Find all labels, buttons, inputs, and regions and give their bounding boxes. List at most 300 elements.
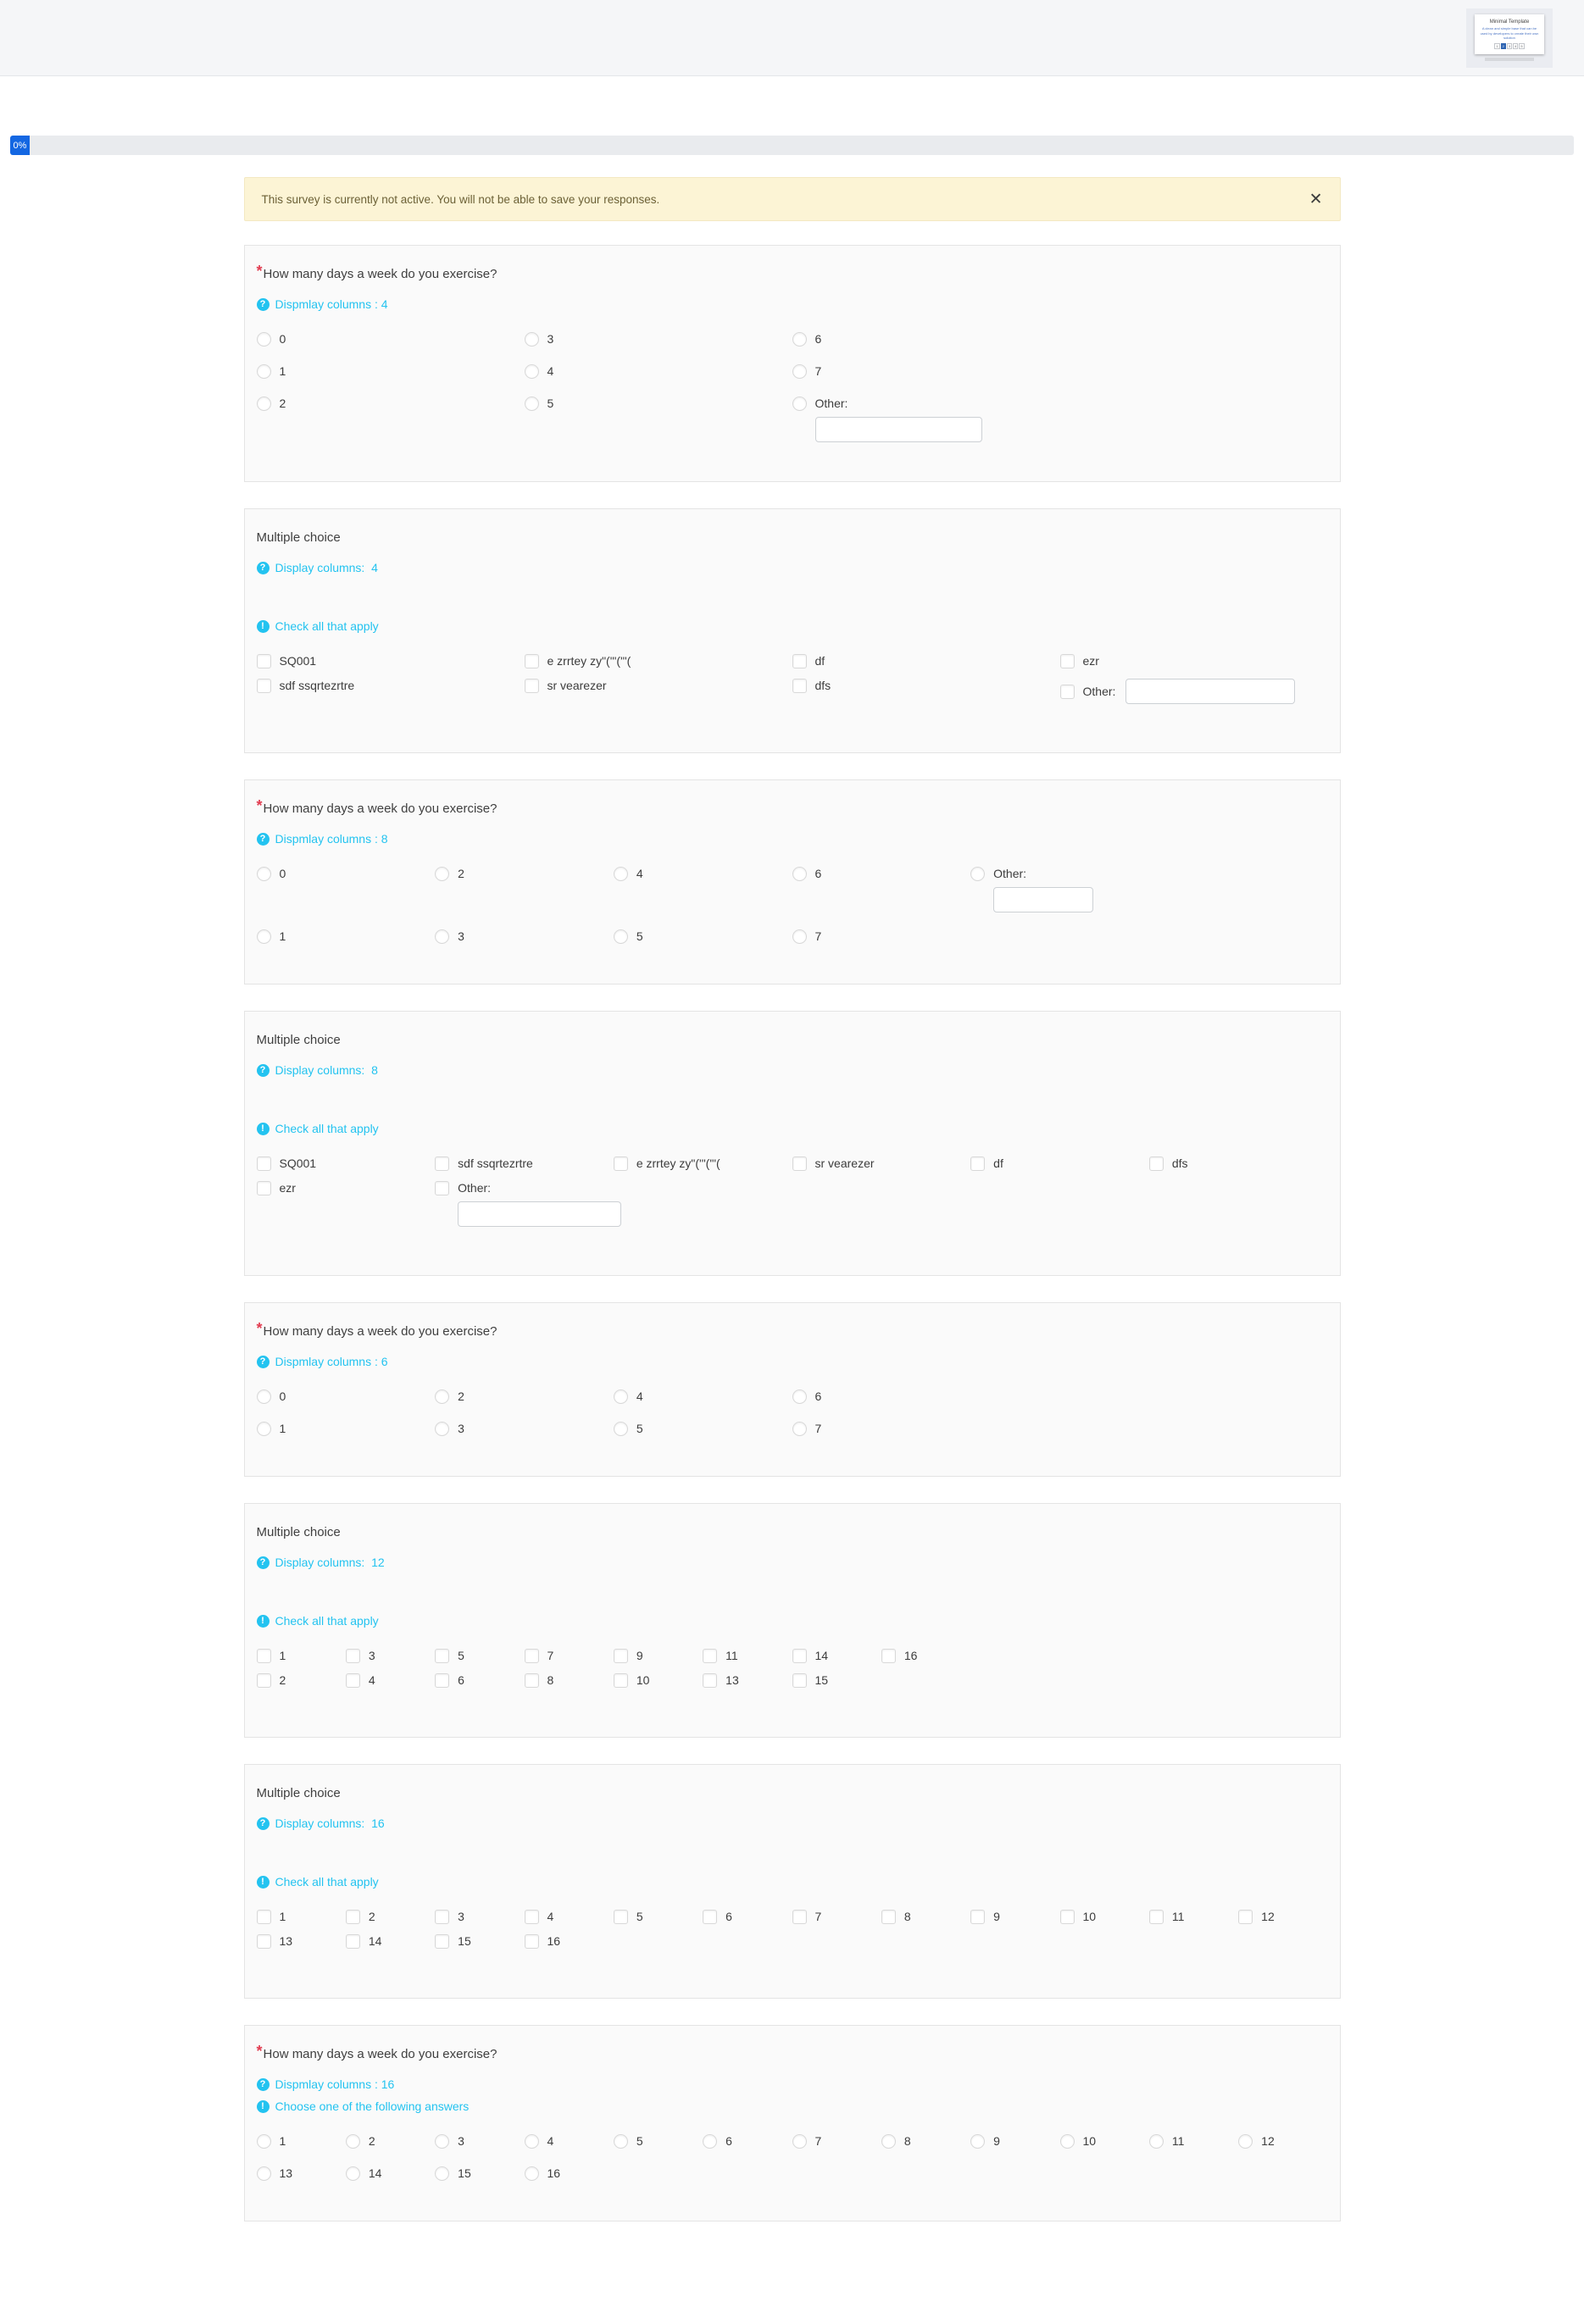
- checkbox-control[interactable]: [346, 1910, 360, 1924]
- checkbox-option[interactable]: [792, 1673, 881, 1689]
- checkbox-control[interactable]: [792, 679, 807, 693]
- radio-option[interactable]: [257, 2166, 346, 2182]
- checkbox-option[interactable]: [1238, 1910, 1327, 1925]
- checkbox-option[interactable]: [970, 1156, 1149, 1172]
- radio-option[interactable]: [970, 2134, 1059, 2149]
- radio-option[interactable]: [792, 929, 971, 945]
- option-label: 6: [725, 2134, 732, 2148]
- checkbox-option[interactable]: [257, 654, 525, 669]
- radio-option[interactable]: [1238, 2134, 1327, 2149]
- answers-row: [257, 2134, 1328, 2149]
- question-title: Multiple choice: [256, 1033, 341, 1047]
- checkbox-control[interactable]: [525, 1673, 539, 1688]
- radio-option[interactable]: [525, 364, 792, 380]
- radio-control[interactable]: [525, 332, 539, 347]
- option-label: 5: [636, 929, 643, 943]
- checkbox-control[interactable]: [525, 1934, 539, 1949]
- option-label: df: [993, 1156, 1003, 1170]
- checkbox-option[interactable]: [1149, 1910, 1238, 1925]
- other-text-input[interactable]: [458, 1201, 621, 1227]
- checkbox-control[interactable]: [525, 679, 539, 693]
- radio-option[interactable]: [346, 2166, 435, 2182]
- answer-body: [1261, 2134, 1275, 2149]
- checkbox-option[interactable]: [1060, 679, 1328, 704]
- answer-body: [1261, 1910, 1275, 1925]
- checkbox-option[interactable]: [1060, 1910, 1149, 1925]
- checkbox-control[interactable]: [970, 1910, 985, 1924]
- checkbox-control[interactable]: [792, 1910, 807, 1924]
- question-block: [244, 508, 1341, 753]
- required-marker: *: [256, 797, 263, 814]
- other-text-input[interactable]: [815, 417, 982, 442]
- tip-text: Display columns: 8: [275, 1063, 378, 1077]
- radio-option[interactable]: [792, 1422, 971, 1437]
- radio-control[interactable]: [257, 2134, 271, 2149]
- answer-body: [815, 654, 825, 669]
- radio-control[interactable]: [1149, 2134, 1164, 2149]
- radio-control[interactable]: [703, 2134, 717, 2149]
- radio-option[interactable]: [257, 364, 525, 380]
- checkbox-option[interactable]: [970, 1910, 1059, 1925]
- answer-body: [458, 1673, 464, 1689]
- checkbox-control[interactable]: [346, 1649, 360, 1663]
- question-tip: [257, 620, 1328, 633]
- answer-body: [369, 1934, 382, 1950]
- checkbox-control[interactable]: [257, 654, 271, 668]
- option-label: 4: [636, 1389, 643, 1403]
- radio-control[interactable]: [435, 2166, 449, 2181]
- option-label: 15: [458, 2166, 471, 2180]
- option-label: 14: [368, 2166, 382, 2180]
- option-label: 4: [368, 1673, 375, 1687]
- radio-control[interactable]: [525, 2134, 539, 2149]
- checkbox-control[interactable]: [1060, 654, 1075, 668]
- answer-body: [458, 2166, 471, 2182]
- checkbox-control[interactable]: [1149, 1156, 1164, 1171]
- radio-control[interactable]: [525, 364, 539, 379]
- option-label: 4: [636, 867, 643, 880]
- answer-body: [904, 1649, 918, 1664]
- checkbox-option[interactable]: [346, 1910, 435, 1925]
- radio-control[interactable]: [435, 1422, 449, 1436]
- option-label: 8: [903, 2134, 911, 2148]
- radio-option[interactable]: [257, 929, 436, 945]
- checkbox-option[interactable]: [257, 1181, 436, 1227]
- checkbox-control[interactable]: [614, 1910, 628, 1924]
- checkbox-option[interactable]: [435, 1649, 524, 1664]
- answer-body: [636, 1156, 720, 1172]
- checkbox-option[interactable]: [703, 1673, 792, 1689]
- radio-option[interactable]: [614, 1389, 792, 1405]
- question-block: [244, 779, 1341, 985]
- other-text-input[interactable]: [993, 887, 1093, 912]
- radio-option[interactable]: [614, 1422, 792, 1437]
- checkbox-option[interactable]: [881, 1910, 970, 1925]
- option-label: 9: [993, 1910, 1000, 1923]
- checkbox-option[interactable]: [614, 1156, 792, 1172]
- tip-text: Display columns: 4: [275, 561, 378, 574]
- radio-option[interactable]: [614, 867, 792, 912]
- checkbox-control[interactable]: [346, 1934, 360, 1949]
- question-tip: [257, 1876, 1328, 1889]
- radio-control[interactable]: [525, 397, 539, 411]
- tip-text: Check all that apply: [275, 1614, 379, 1628]
- answer-body: [280, 867, 286, 882]
- radio-option[interactable]: [525, 2134, 614, 2149]
- radio-option[interactable]: [792, 397, 1060, 442]
- answer-body: [815, 364, 822, 380]
- answer-body: [280, 1422, 286, 1437]
- radio-control[interactable]: [257, 1389, 271, 1404]
- radio-option[interactable]: [970, 867, 1149, 912]
- thumb-page: 2: [1502, 43, 1504, 48]
- option-label: 1: [279, 364, 286, 378]
- radio-control[interactable]: [435, 2134, 449, 2149]
- question-block: [244, 2025, 1341, 2221]
- answer-body: [458, 1910, 464, 1925]
- answer-body: [815, 679, 831, 694]
- radio-option[interactable]: [792, 1389, 971, 1405]
- tip-text: Dispmlay columns : 16: [275, 2077, 395, 2091]
- checkbox-control[interactable]: [257, 1181, 271, 1195]
- radio-control[interactable]: [792, 867, 807, 881]
- radio-option[interactable]: [346, 2134, 435, 2149]
- checkbox-option[interactable]: [792, 654, 1060, 669]
- option-label: 6: [725, 1910, 732, 1923]
- option-label: ezr: [1082, 654, 1099, 668]
- checkbox-option[interactable]: [257, 679, 525, 704]
- checkbox-control[interactable]: [525, 654, 539, 668]
- option-label: 4: [547, 364, 554, 378]
- question-tips: [257, 1556, 1328, 1628]
- radio-option[interactable]: [435, 929, 614, 945]
- radio-control[interactable]: [792, 364, 807, 379]
- radio-control[interactable]: [1060, 2134, 1075, 2149]
- option-label: Other:: [458, 1181, 492, 1195]
- tip-text: Dispmlay columns : 6: [275, 1355, 388, 1368]
- checkbox-option[interactable]: [703, 1910, 792, 1925]
- checkbox-option[interactable]: [346, 1934, 435, 1950]
- checkbox-option[interactable]: [614, 1649, 703, 1664]
- checkbox-control[interactable]: [257, 1156, 271, 1171]
- progress-track: [30, 136, 1574, 155]
- option-label: 16: [547, 2166, 561, 2180]
- answer-body: [280, 1649, 286, 1664]
- option-label: dfs: [814, 679, 831, 692]
- checkbox-option[interactable]: [614, 1910, 703, 1925]
- radio-control[interactable]: [792, 929, 807, 944]
- checkbox-option[interactable]: [257, 1649, 346, 1664]
- radio-control[interactable]: [257, 364, 271, 379]
- radio-option[interactable]: [881, 2134, 970, 2149]
- answer-body: [636, 929, 643, 945]
- radio-control[interactable]: [614, 929, 628, 944]
- checkbox-option[interactable]: [435, 1156, 614, 1172]
- checkbox-option[interactable]: [525, 679, 792, 704]
- checkbox-control[interactable]: [614, 1649, 628, 1663]
- radio-control[interactable]: [257, 1422, 271, 1436]
- answer-body: [993, 867, 1093, 912]
- checkbox-control[interactable]: [257, 679, 271, 693]
- radio-control[interactable]: [792, 332, 807, 347]
- checkbox-control[interactable]: [1149, 1910, 1164, 1924]
- radio-option[interactable]: [435, 867, 614, 912]
- checkbox-option[interactable]: [525, 1910, 614, 1925]
- answer-body: [815, 867, 822, 882]
- question-tips: [257, 1356, 1328, 1368]
- option-label: 9: [993, 2134, 1000, 2148]
- radio-control[interactable]: [970, 2134, 985, 2149]
- radio-control[interactable]: [614, 1389, 628, 1404]
- required-marker: *: [256, 1320, 263, 1337]
- answer-body: [815, 1673, 829, 1689]
- radio-option[interactable]: [435, 1422, 614, 1437]
- checkbox-option[interactable]: [792, 1649, 881, 1664]
- questions-list: [244, 245, 1341, 2221]
- checkbox-control[interactable]: [614, 1156, 628, 1171]
- radio-control[interactable]: [525, 2166, 539, 2181]
- answer-body: [280, 1389, 286, 1405]
- option-label: df: [814, 654, 825, 668]
- option-label: 1: [279, 1422, 286, 1435]
- checkbox-control[interactable]: [435, 1910, 449, 1924]
- question-title: How many days a week do you exercise?: [263, 2047, 497, 2061]
- radio-option[interactable]: [525, 397, 792, 442]
- option-label: 15: [814, 1673, 829, 1687]
- checkbox-control[interactable]: [257, 1673, 271, 1688]
- checkbox-control[interactable]: [435, 1181, 449, 1195]
- option-label: 6: [814, 1389, 822, 1403]
- radio-control[interactable]: [881, 2134, 896, 2149]
- checkbox-control[interactable]: [257, 1649, 271, 1663]
- radio-option[interactable]: [614, 929, 792, 945]
- exclamation-circle-icon: !: [257, 1123, 270, 1135]
- radio-option[interactable]: [435, 1389, 614, 1405]
- answer-body: [904, 1910, 911, 1925]
- option-label: 2: [279, 1673, 286, 1687]
- question-block: [244, 1011, 1341, 1276]
- question-title: Multiple choice: [256, 1525, 341, 1539]
- answer-body: [547, 1673, 554, 1689]
- close-icon: ✕: [1309, 190, 1323, 208]
- checkbox-option[interactable]: [257, 1156, 436, 1172]
- radio-control[interactable]: [257, 929, 271, 944]
- radio-control[interactable]: [792, 1389, 807, 1404]
- checkbox-option[interactable]: [881, 1649, 970, 1664]
- option-label: 6: [458, 1673, 464, 1687]
- radio-option[interactable]: [792, 2134, 881, 2149]
- checkbox-control[interactable]: [1060, 1910, 1075, 1924]
- answers: [257, 1389, 1328, 1437]
- checkbox-control[interactable]: [881, 1649, 896, 1663]
- question-tips: [257, 298, 1328, 311]
- checkbox-control[interactable]: [257, 1910, 271, 1924]
- question-header: [256, 2043, 1328, 2063]
- radio-control[interactable]: [614, 1422, 628, 1436]
- checkbox-control[interactable]: [525, 1649, 539, 1663]
- checkbox-option[interactable]: [257, 1673, 346, 1689]
- radio-control[interactable]: [1238, 2134, 1253, 2149]
- option-label: 3: [458, 1910, 464, 1923]
- checkbox-control[interactable]: [525, 1910, 539, 1924]
- checkbox-control[interactable]: [435, 1649, 449, 1663]
- answer-body: [547, 397, 554, 412]
- tip-text: Display columns: 16: [275, 1816, 385, 1830]
- radio-control[interactable]: [257, 397, 271, 411]
- alert-close-button[interactable]: [1309, 191, 1323, 208]
- radio-control[interactable]: [614, 2134, 628, 2149]
- radio-option[interactable]: [257, 867, 436, 912]
- radio-option[interactable]: [257, 1389, 436, 1405]
- exclamation-circle-icon: !: [257, 620, 270, 633]
- checkbox-option[interactable]: [525, 1934, 614, 1950]
- exclamation-circle-icon: !: [257, 2100, 270, 2113]
- checkbox-control[interactable]: [792, 1673, 807, 1688]
- option-label: 5: [547, 397, 554, 410]
- checkbox-option[interactable]: [435, 1181, 614, 1227]
- question-circle-icon: ?: [257, 1556, 270, 1569]
- radio-control[interactable]: [435, 867, 449, 881]
- checkbox-control[interactable]: [1238, 1910, 1253, 1924]
- required-marker: *: [256, 2043, 263, 2060]
- checkbox-option[interactable]: [257, 1934, 346, 1950]
- checkbox-option[interactable]: [346, 1649, 435, 1664]
- radio-option[interactable]: [257, 1422, 436, 1437]
- checkbox-option[interactable]: [792, 679, 1060, 704]
- option-label: Other:: [1082, 684, 1116, 698]
- radio-control[interactable]: [792, 2134, 807, 2149]
- option-label: 2: [368, 1910, 375, 1923]
- checkbox-control[interactable]: [257, 1934, 271, 1949]
- checkbox-control[interactable]: [435, 1156, 449, 1171]
- checkbox-option[interactable]: [257, 1910, 346, 1925]
- radio-control[interactable]: [346, 2134, 360, 2149]
- option-label: 3: [458, 1422, 464, 1435]
- answer-body: [547, 2134, 554, 2149]
- checkbox-control[interactable]: [1060, 685, 1075, 699]
- checkbox-control[interactable]: [881, 1910, 896, 1924]
- radio-option[interactable]: [792, 364, 1060, 380]
- question-tips: [257, 1817, 1328, 1889]
- answers: [257, 867, 1328, 945]
- answer-body: [636, 867, 643, 882]
- checkbox-control[interactable]: [792, 654, 807, 668]
- checkbox-option[interactable]: [435, 1910, 524, 1925]
- radio-option[interactable]: [525, 2166, 614, 2182]
- checkbox-option[interactable]: [1060, 654, 1328, 669]
- checkbox-control[interactable]: [703, 1910, 717, 1924]
- answer-body: [458, 1181, 621, 1227]
- checkbox-option[interactable]: [1149, 1156, 1328, 1172]
- option-label: 11: [1171, 2134, 1185, 2148]
- answer-body: [369, 1649, 375, 1664]
- checkbox-control[interactable]: [346, 1673, 360, 1688]
- checkbox-control[interactable]: [792, 1649, 807, 1663]
- checkbox-option[interactable]: [435, 1673, 524, 1689]
- question-circle-icon: ?: [257, 1064, 270, 1077]
- question-block: [244, 1503, 1341, 1738]
- radio-control[interactable]: [435, 1389, 449, 1404]
- radio-control[interactable]: [346, 2166, 360, 2181]
- checkbox-control[interactable]: [703, 1673, 717, 1688]
- radio-option[interactable]: [257, 2134, 346, 2149]
- radio-control[interactable]: [257, 332, 271, 347]
- radio-control[interactable]: [970, 867, 985, 881]
- tip-text: Check all that apply: [275, 1122, 379, 1135]
- radio-option[interactable]: [435, 2134, 524, 2149]
- radio-option[interactable]: [435, 2166, 524, 2182]
- checkbox-option[interactable]: [435, 1934, 524, 1950]
- question-title: How many days a week do you exercise?: [263, 1324, 497, 1339]
- checkbox-control[interactable]: [435, 1934, 449, 1949]
- question-tip: [257, 833, 1328, 846]
- checkbox-option[interactable]: [525, 1649, 614, 1664]
- checkbox-control[interactable]: [792, 1156, 807, 1171]
- radio-control[interactable]: [792, 397, 807, 411]
- option-label: 0: [279, 867, 286, 880]
- answer-body: [280, 654, 317, 669]
- radio-option[interactable]: [257, 397, 525, 442]
- option-label: 4: [547, 2134, 554, 2148]
- answer-body: [815, 929, 822, 945]
- checkbox-control[interactable]: [970, 1156, 985, 1171]
- radio-control[interactable]: [257, 867, 271, 881]
- answer-body: [993, 1910, 1000, 1925]
- radio-option[interactable]: [525, 332, 792, 347]
- radio-option[interactable]: [1149, 2134, 1238, 2149]
- checkbox-control[interactable]: [614, 1673, 628, 1688]
- radio-option[interactable]: [792, 867, 971, 912]
- radio-option[interactable]: [792, 332, 1060, 347]
- thumb-page: 1: [1496, 43, 1498, 48]
- option-label: 16: [547, 1934, 561, 1948]
- checkbox-option[interactable]: [614, 1673, 703, 1689]
- radio-option[interactable]: [1060, 2134, 1149, 2149]
- question-title: How many days a week do you exercise?: [263, 801, 497, 816]
- tip-text: Dispmlay columns : 8: [275, 832, 388, 846]
- radio-control[interactable]: [792, 1422, 807, 1436]
- radio-option[interactable]: [703, 2134, 792, 2149]
- radio-control[interactable]: [257, 2166, 271, 2181]
- radio-option[interactable]: [614, 2134, 703, 2149]
- answer-body: [725, 1649, 738, 1664]
- checkbox-control[interactable]: [703, 1649, 717, 1663]
- checkbox-option[interactable]: [525, 1673, 614, 1689]
- other-text-input[interactable]: [1125, 679, 1295, 704]
- option-label: sdf ssqrtezrtre: [458, 1156, 533, 1170]
- radio-control[interactable]: [435, 929, 449, 944]
- question-header: [256, 263, 1328, 283]
- option-label: 5: [636, 1910, 643, 1923]
- answer-body: [369, 1910, 375, 1925]
- checkbox-option[interactable]: [792, 1156, 971, 1172]
- answers: [257, 332, 1328, 442]
- checkbox-option[interactable]: [792, 1910, 881, 1925]
- checkbox-option[interactable]: [525, 654, 792, 669]
- survey-inactive-alert: [244, 177, 1341, 221]
- radio-control[interactable]: [614, 867, 628, 881]
- answers-row: [257, 929, 1328, 945]
- option-label: sr vearezer: [814, 1156, 875, 1170]
- answers-row: [257, 679, 1328, 704]
- radio-option[interactable]: [257, 332, 525, 347]
- checkbox-option[interactable]: [703, 1649, 792, 1664]
- question-tips: [257, 562, 1328, 633]
- answer-body: [280, 679, 355, 694]
- checkbox-option[interactable]: [346, 1673, 435, 1689]
- checkbox-control[interactable]: [435, 1673, 449, 1688]
- option-label: 13: [279, 1934, 293, 1948]
